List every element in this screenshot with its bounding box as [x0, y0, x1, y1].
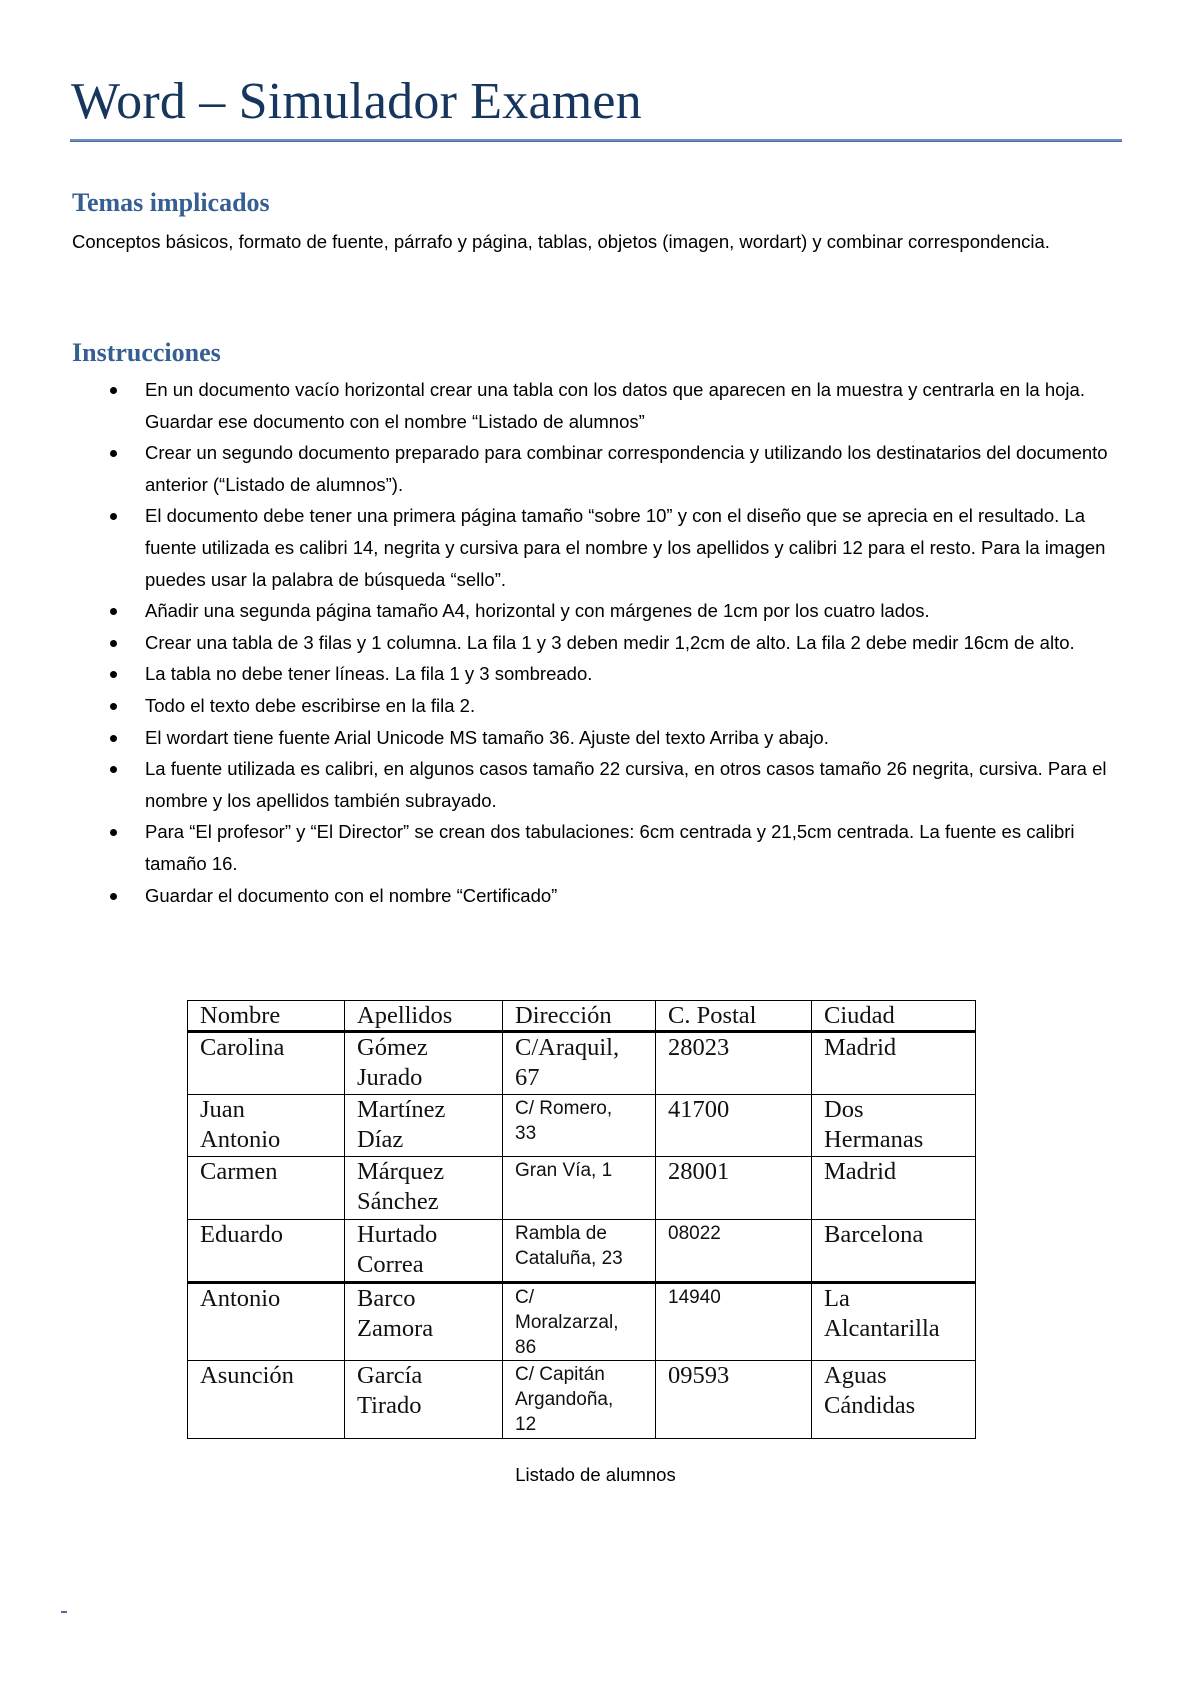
- cell-apellidos: Gómez Jurado: [345, 1032, 503, 1095]
- cell-apellidos: García Tirado: [345, 1361, 503, 1439]
- sample-students-table: [187, 1000, 976, 1439]
- cell-nombre: Antonio: [188, 1283, 345, 1361]
- instruction-item: [104, 690, 1124, 722]
- section-heading-instrucciones: Instrucciones: [72, 338, 221, 367]
- table-row: [188, 1361, 976, 1439]
- table-row: [188, 1032, 976, 1095]
- cell-cpostal: 28023: [656, 1032, 812, 1095]
- bullet-icon: [110, 766, 117, 773]
- table-row: [188, 1157, 976, 1220]
- cell-nombre: Asunción: [188, 1361, 345, 1439]
- bullet-icon: [110, 513, 117, 520]
- instruction-item: [104, 627, 1124, 659]
- footer-mark: [61, 1611, 67, 1613]
- cell-apellidos: Barco Zamora: [345, 1283, 503, 1361]
- cell-nombre: Eduardo: [188, 1220, 345, 1283]
- instruction-item: [104, 816, 1124, 879]
- document-title: Word – Simulador Examen: [71, 73, 642, 130]
- cell-apellidos: Márquez Sánchez: [345, 1157, 503, 1220]
- instruction-item: [104, 880, 1124, 912]
- instruction-text: Guardar el documento con el nombre “Certificado”: [145, 884, 558, 906]
- instruction-text: Para “El profesor” y “El Director” se crean dos tabulaciones: 6cm centrada y 21,5cm centrada. La fuente es calibri tamaño 16.: [145, 821, 1075, 874]
- cell-ciudad: Dos Hermanas: [812, 1095, 976, 1157]
- table-header-row: [188, 1001, 976, 1032]
- bullet-icon: [110, 640, 117, 647]
- cell-ciudad: Barcelona: [812, 1220, 976, 1283]
- cell-ciudad: Madrid: [812, 1157, 976, 1220]
- cell-ciudad: Aguas Cándidas: [812, 1361, 976, 1439]
- instruction-text: Todo el texto debe escribirse en la fila 2.: [145, 694, 476, 716]
- instruction-item: [104, 658, 1124, 690]
- instruction-item: [104, 437, 1124, 500]
- bullet-icon: [110, 893, 117, 900]
- cell-direccion: C/ Moralzarzal, 86: [503, 1283, 656, 1361]
- column-header-cpostal: C. Postal: [656, 1001, 812, 1032]
- table-row: [188, 1283, 976, 1361]
- cell-direccion: C/Araquil, 67: [503, 1032, 656, 1095]
- instruction-item: [104, 500, 1124, 595]
- column-header-ciudad: Ciudad: [812, 1001, 976, 1032]
- instruction-text: Añadir una segunda página tamaño A4, horizontal y con márgenes de 1cm por los cuatro lados.: [145, 600, 930, 622]
- cell-cpostal: 41700: [656, 1095, 812, 1157]
- table-caption: Listado de alumnos: [515, 1464, 676, 1485]
- cell-direccion: C/ Capitán Argandoña, 12: [503, 1361, 656, 1439]
- instruction-item: [104, 374, 1124, 437]
- title-underline-rule: [70, 139, 1122, 142]
- cell-cpostal: 28001: [656, 1157, 812, 1220]
- instruction-text: Crear una tabla de 3 filas y 1 columna. La fila 1 y 3 deben medir 1,2cm de alto. La fila 2 debe medir 16cm de alto.: [145, 631, 1075, 653]
- cell-direccion: Rambla de Cataluña, 23: [503, 1220, 656, 1283]
- cell-direccion: C/ Romero, 33: [503, 1095, 656, 1157]
- instruction-text: La fuente utilizada es calibri, en algunos casos tamaño 22 cursiva, en otros casos tamaño 26 negrita, cursiva. Para el nombre y los apellidos también subrayado.: [145, 758, 1107, 811]
- bullet-icon: [110, 829, 117, 836]
- instruction-text: El wordart tiene fuente Arial Unicode MS tamaño 36. Ajuste del texto Arriba y abajo.: [145, 726, 829, 748]
- cell-apellidos: Hurtado Correa: [345, 1220, 503, 1283]
- bullet-icon: [110, 703, 117, 710]
- cell-ciudad: Madrid: [812, 1032, 976, 1095]
- bullet-icon: [110, 608, 117, 615]
- temas-body-text: Conceptos básicos, formato de fuente, párrafo y página, tablas, objetos (imagen, wordart) y combinar correspondencia.: [72, 231, 1050, 252]
- cell-cpostal: 14940: [656, 1283, 812, 1361]
- instruction-text: El documento debe tener una primera página tamaño “sobre 10” y con el diseño que se aprecia en el resultado. La fuente utilizada es calibri 14, negrita y cursiva para el nombre y los apellidos y calibri 12 para el resto. Para la imagen puedes usar la palabra de búsqueda “sello”.: [145, 505, 1106, 590]
- instructions-list: [104, 374, 1124, 911]
- cell-apellidos: Martínez Díaz: [345, 1095, 503, 1157]
- bullet-icon: [110, 450, 117, 457]
- bullet-icon: [110, 671, 117, 678]
- section-heading-temas: Temas implicados: [72, 188, 270, 217]
- column-header-nombre: Nombre: [188, 1001, 345, 1032]
- table-row: [188, 1095, 976, 1157]
- cell-nombre: Juan Antonio: [188, 1095, 345, 1157]
- instruction-text: Crear un segundo documento preparado para combinar correspondencia y utilizando los destinatarios del documento anterior (“Listado de alumnos”).: [145, 442, 1108, 495]
- instruction-text: En un documento vacío horizontal crear una tabla con los datos que aparecen en la muestra y centrarla en la hoja. Guardar ese documento con el nombre “Listado de alumnos”: [145, 379, 1085, 432]
- bullet-icon: [110, 735, 117, 742]
- instruction-item: [104, 753, 1124, 816]
- instruction-text: La tabla no debe tener líneas. La fila 1 y 3 sombreado.: [145, 663, 593, 685]
- table-row: [188, 1220, 976, 1283]
- column-header-apellidos: Apellidos: [345, 1001, 503, 1032]
- instruction-item: [104, 722, 1124, 754]
- bullet-icon: [110, 387, 117, 394]
- instruction-item: [104, 595, 1124, 627]
- cell-cpostal: 08022: [656, 1220, 812, 1283]
- cell-cpostal: 09593: [656, 1361, 812, 1439]
- cell-nombre: Carolina: [188, 1032, 345, 1095]
- cell-ciudad: La Alcantarilla: [812, 1283, 976, 1361]
- cell-nombre: Carmen: [188, 1157, 345, 1220]
- column-header-direccion: Dirección: [503, 1001, 656, 1032]
- cell-direccion: Gran Vía, 1: [503, 1157, 656, 1220]
